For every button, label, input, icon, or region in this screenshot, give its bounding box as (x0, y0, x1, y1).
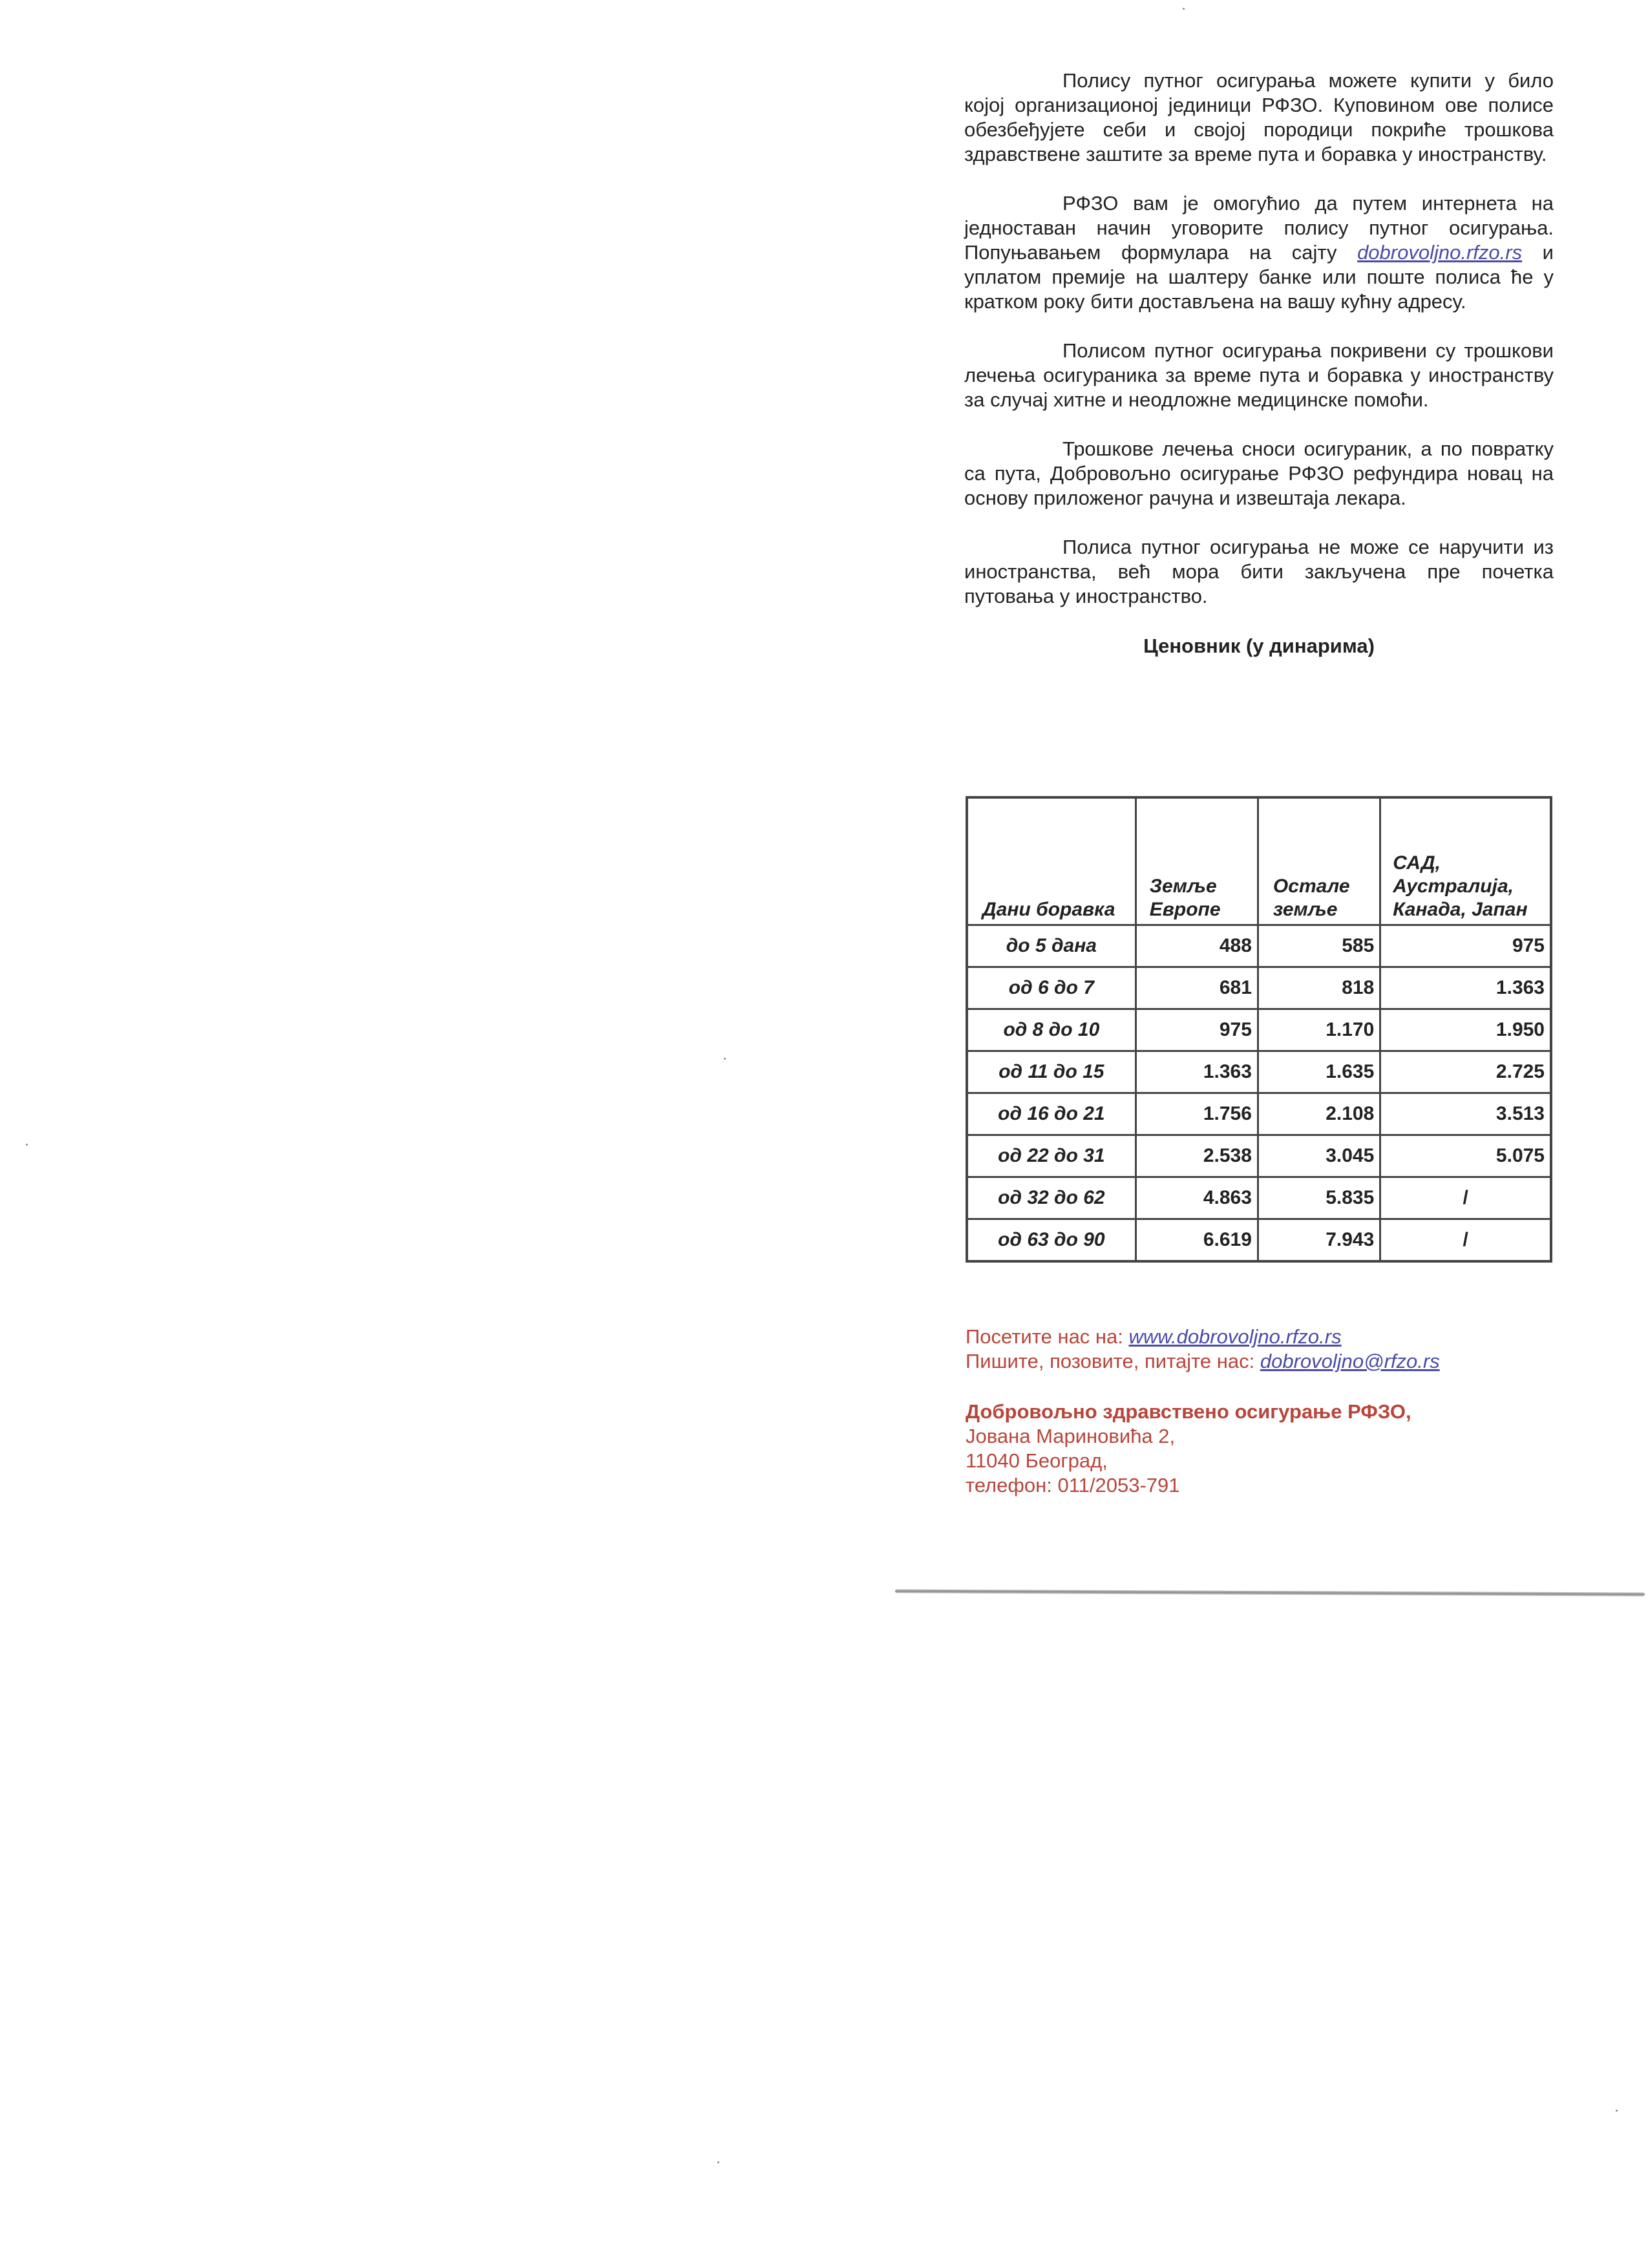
paragraph-online (964, 191, 1554, 314)
other-price: 1.170 (1258, 1009, 1380, 1051)
visit-label: Посетите нас на: (966, 1325, 1129, 1348)
days-cell: до 5 дана (967, 925, 1136, 967)
scan-speck (724, 1058, 726, 1060)
usa-price: 1.363 (1380, 967, 1551, 1009)
header-other: Остале земље (1258, 797, 1380, 925)
other-price: 818 (1258, 967, 1380, 1009)
website-link[interactable]: www.dobrovoljno.rfzo.rs (1128, 1325, 1342, 1348)
days-cell: од 8 до 10 (967, 1009, 1136, 1051)
table-row (967, 967, 1551, 1009)
table-row (967, 1051, 1551, 1093)
other-price: 1.635 (1258, 1051, 1380, 1093)
europe-price: 975 (1136, 1009, 1258, 1051)
days-cell: од 32 до 62 (967, 1177, 1136, 1219)
europe-price: 1.756 (1136, 1093, 1258, 1135)
price-table-header (967, 797, 1551, 925)
europe-price: 6.619 (1136, 1219, 1258, 1262)
other-price: 585 (1258, 925, 1380, 967)
europe-price: 1.363 (1136, 1051, 1258, 1093)
scan-speck (717, 2161, 719, 2163)
city-address: 11040 Београд, (966, 1449, 1108, 1472)
usa-price: 1.950 (1380, 1009, 1551, 1051)
header-usa: САД, Аустралија, Канада, Јапан (1380, 797, 1551, 925)
write-line (966, 1349, 1612, 1374)
scan-speck (1183, 8, 1185, 10)
horizontal-rule (895, 1589, 1645, 1596)
organization-address (966, 1400, 1612, 1498)
paragraph-online-before: РФЗО вам је омогућио да путем интернета на једноставан начин уговорите полису путног осигурања. Попуњавањем формулара на сајту (964, 192, 1554, 264)
phone-number: телефон: 011/2053-791 (966, 1474, 1180, 1496)
organization-name: Добровољно здравствено осигурање РФЗО, (966, 1400, 1411, 1423)
other-price: 7.943 (1258, 1219, 1380, 1262)
paragraph-purchase: Полису путног осигурања можете купити у било којој организационој јединици РФЗО. Куповином ове полисе обезбеђујете себи и својој породици покриће трошкова здравствене заштите за време пута и боравка у иностранству. (964, 69, 1554, 165)
site-link[interactable]: dobrovoljno.rfzo.rs (1357, 241, 1523, 264)
paragraph-refund: Трошкове лечења сноси осигураник, а по повратку са пута, Добровољно осигурање РФЗО рефундира новац на основу приложеног рачуна и извештаја лекара. (964, 437, 1554, 509)
paragraph-online-after: и уплатом премије на шалтеру банке или поште полиса ће у кратком року бити достављена на вашу кућну адресу. (964, 241, 1554, 313)
table-row (967, 925, 1551, 967)
days-cell: од 6 до 7 (967, 967, 1136, 1009)
usa-price: 2.725 (1380, 1051, 1551, 1093)
europe-price: 681 (1136, 967, 1258, 1009)
header-days: Дани боравка (967, 797, 1136, 925)
days-cell: од 22 до 31 (967, 1135, 1136, 1177)
table-row (967, 1135, 1551, 1177)
usa-price: / (1380, 1177, 1551, 1219)
write-label: Пишите, позовите, питајте нас: (966, 1350, 1260, 1372)
days-cell: од 11 до 15 (967, 1051, 1136, 1093)
price-list-title: Ценовник (у динарима) (1143, 635, 1375, 657)
table-row (967, 1093, 1551, 1135)
contact-block (966, 1325, 1612, 1498)
table-row (967, 1009, 1551, 1051)
europe-price: 2.538 (1136, 1135, 1258, 1177)
usa-price: 975 (1380, 925, 1551, 967)
header-europe: Земље Европе (1136, 797, 1258, 925)
scan-speck (1616, 2110, 1618, 2112)
paragraph-coverage: Полисом путног осигурања покривени су трошкови лечења осигураника за време пута и боравка у иностранству за случај хитне и неодложне медицинске помоћи. (964, 339, 1554, 411)
visit-line (966, 1325, 1612, 1349)
usa-price: 5.075 (1380, 1135, 1551, 1177)
text-column (964, 68, 1554, 658)
table-row (967, 1219, 1551, 1262)
other-price: 5.835 (1258, 1177, 1380, 1219)
scan-speck (26, 1144, 28, 1146)
days-cell: од 16 до 21 (967, 1093, 1136, 1135)
paragraph-restriction: Полиса путног осигурања не може се наручити из иностранства, већ мора бити закључена пре почетка путовања у иностранство. (964, 536, 1554, 607)
other-price: 3.045 (1258, 1135, 1380, 1177)
europe-price: 488 (1136, 925, 1258, 967)
usa-price: 3.513 (1380, 1093, 1551, 1135)
price-table (966, 796, 1552, 1263)
europe-price: 4.863 (1136, 1177, 1258, 1219)
table-row (967, 1177, 1551, 1219)
street-address: Јована Мариновића 2, (966, 1425, 1176, 1447)
email-link[interactable]: dobrovoljno@rfzo.rs (1260, 1350, 1440, 1372)
other-price: 2.108 (1258, 1093, 1380, 1135)
usa-price: / (1380, 1219, 1551, 1262)
days-cell: од 63 до 90 (967, 1219, 1136, 1262)
